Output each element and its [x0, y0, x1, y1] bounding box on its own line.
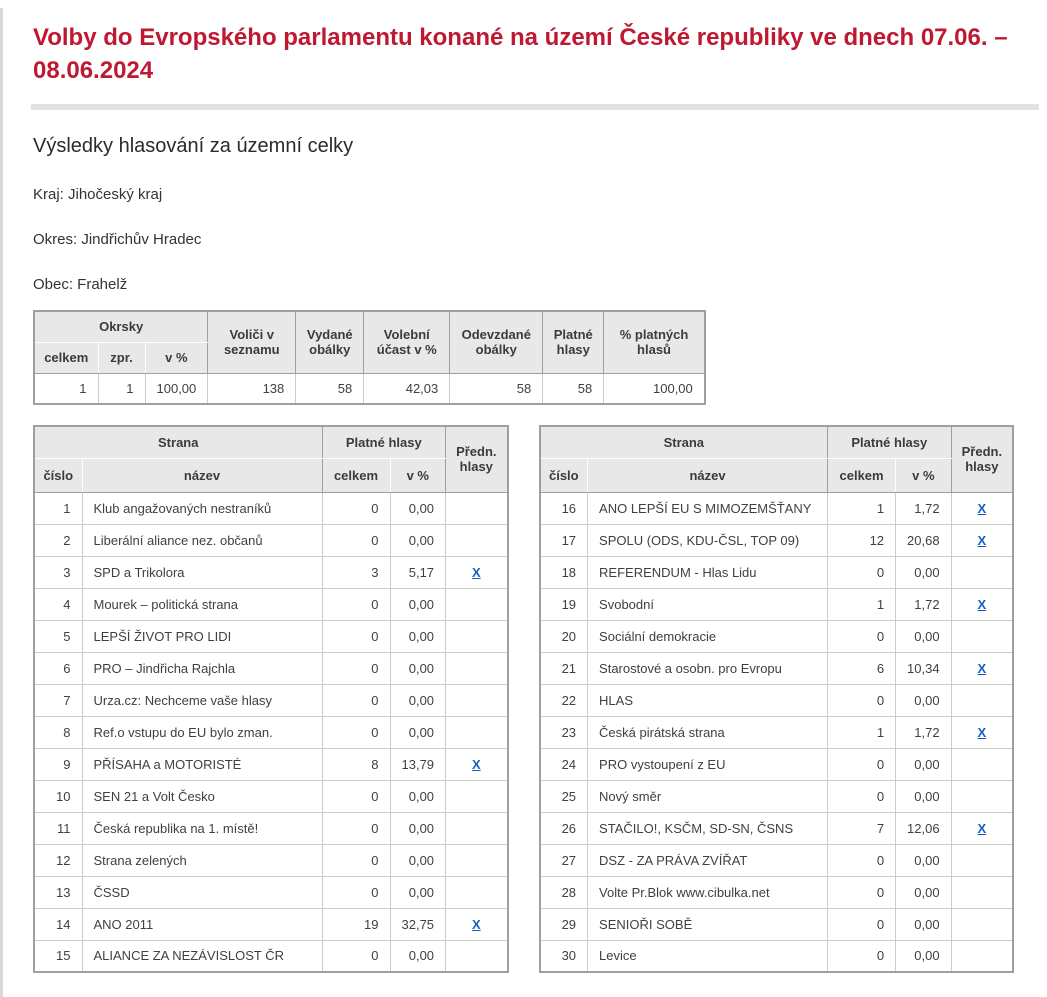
party-header-nazev: název — [82, 458, 322, 492]
party-row — [540, 652, 1014, 684]
summary-header-celkem: celkem — [34, 342, 98, 373]
summary-platne-hlasy: 58 — [543, 373, 604, 404]
votes-pct-cell: 0,00 — [896, 556, 952, 588]
pref-votes-cell — [951, 812, 1013, 844]
pref-votes-link[interactable]: X — [977, 532, 987, 548]
votes-total-cell: 0 — [828, 684, 896, 716]
pref-votes-link[interactable]: X — [471, 564, 481, 580]
party-number-cell: 13 — [34, 876, 82, 908]
party-name-cell: Sociální demokracie — [588, 620, 828, 652]
party-row — [540, 588, 1014, 620]
pref-votes-cell — [951, 844, 1013, 876]
party-number-cell: 28 — [540, 876, 588, 908]
party-name-cell: ČSSD — [82, 876, 322, 908]
summary-vydane-obalky: 58 — [296, 373, 364, 404]
party-name-cell: ANO LEPŠÍ EU S MIMOZEMŠŤANY — [588, 492, 828, 524]
votes-pct-cell: 0,00 — [896, 780, 952, 812]
party-name-cell: PŘÍSAHA a MOTORISTÉ — [82, 748, 322, 780]
party-row — [540, 684, 1014, 716]
pref-votes-cell — [951, 492, 1013, 524]
votes-total-cell: 0 — [828, 876, 896, 908]
party-row — [540, 620, 1014, 652]
party-name-cell: Klub angažovaných nestraníků — [82, 492, 322, 524]
party-number-cell: 8 — [34, 716, 82, 748]
pref-votes-cell — [446, 556, 508, 588]
votes-total-cell: 0 — [828, 940, 896, 972]
party-number-cell: 1 — [34, 492, 82, 524]
votes-pct-cell: 0,00 — [896, 748, 952, 780]
party-number-cell: 20 — [540, 620, 588, 652]
pref-votes-link[interactable]: X — [977, 660, 987, 676]
party-number-cell: 15 — [34, 940, 82, 972]
region-obec: Obec: Frahelž — [33, 276, 128, 293]
summary-header-pct-platnych-hlasu: % platných hlasů — [604, 311, 705, 373]
votes-pct-cell: 32,75 — [390, 908, 446, 940]
votes-pct-cell: 20,68 — [896, 524, 952, 556]
party-name-cell: REFERENDUM - Hlas Lidu — [588, 556, 828, 588]
votes-pct-cell: 0,00 — [390, 524, 446, 556]
party-row — [34, 876, 508, 908]
pref-votes-cell — [951, 780, 1013, 812]
summary-header-zpr: zpr. — [98, 342, 145, 373]
votes-pct-cell: 0,00 — [390, 684, 446, 716]
party-header-predn-hlasy: Předn. hlasy — [446, 426, 508, 492]
votes-pct-cell: 12,06 — [896, 812, 952, 844]
votes-total-cell: 8 — [322, 748, 390, 780]
party-header-v-pct: v % — [390, 458, 446, 492]
party-name-cell: Česká republika na 1. místě! — [82, 812, 322, 844]
page-title: Volby do Evropského parlamentu konané na území České republiky ve dnech 07.06. – 08.06.2024 — [33, 24, 1008, 84]
party-name-cell: Česká pirátská strana — [588, 716, 828, 748]
pref-votes-cell — [951, 652, 1013, 684]
summary-header-volici-v-seznamu: Voliči v seznamu — [208, 311, 296, 373]
pref-votes-cell — [951, 876, 1013, 908]
votes-total-cell: 0 — [828, 780, 896, 812]
votes-pct-cell: 10,34 — [896, 652, 952, 684]
party-row — [540, 748, 1014, 780]
votes-pct-cell: 0,00 — [390, 492, 446, 524]
votes-total-cell: 0 — [322, 684, 390, 716]
pref-votes-cell — [951, 556, 1013, 588]
party-header-celkem: celkem — [322, 458, 390, 492]
party-number-cell: 23 — [540, 716, 588, 748]
pref-votes-cell — [446, 684, 508, 716]
votes-total-cell: 0 — [322, 716, 390, 748]
votes-total-cell: 1 — [828, 588, 896, 620]
party-row — [540, 716, 1014, 748]
pref-votes-cell — [951, 524, 1013, 556]
party-row — [34, 588, 508, 620]
votes-pct-cell: 1,72 — [896, 588, 952, 620]
party-row — [540, 812, 1014, 844]
votes-total-cell: 1 — [828, 492, 896, 524]
party-number-cell: 24 — [540, 748, 588, 780]
party-number-cell: 14 — [34, 908, 82, 940]
party-number-cell: 7 — [34, 684, 82, 716]
party-table-left — [33, 425, 509, 973]
party-name-cell: HLAS — [588, 684, 828, 716]
results-heading: Výsledky hlasování za územní celky — [33, 135, 354, 157]
pref-votes-cell — [951, 588, 1013, 620]
party-header-platne-hlasy: Platné hlasy — [828, 426, 952, 458]
party-table-right — [539, 425, 1015, 973]
party-name-cell: Liberální aliance nez. občanů — [82, 524, 322, 556]
party-name-cell: ALIANCE ZA NEZÁVISLOST ČR — [82, 940, 322, 972]
party-row — [34, 684, 508, 716]
votes-pct-cell: 5,17 — [390, 556, 446, 588]
votes-pct-cell: 0,00 — [896, 844, 952, 876]
votes-pct-cell: 0,00 — [390, 620, 446, 652]
votes-pct-cell: 0,00 — [896, 940, 952, 972]
party-row — [540, 556, 1014, 588]
votes-total-cell: 0 — [828, 748, 896, 780]
pref-votes-cell — [446, 748, 508, 780]
party-header-strana: Strana — [34, 426, 322, 458]
pref-votes-cell — [446, 844, 508, 876]
votes-total-cell: 0 — [322, 876, 390, 908]
summary-okrsky-v-pct: 100,00 — [145, 373, 208, 404]
party-name-cell: Urza.cz: Nechceme vaše hlasy — [82, 684, 322, 716]
pref-votes-cell — [446, 716, 508, 748]
party-name-cell: SENIOŘI SOBĚ — [588, 908, 828, 940]
votes-total-cell: 0 — [322, 492, 390, 524]
party-header-predn-hlasy: Předn. hlasy — [951, 426, 1013, 492]
pref-votes-cell — [951, 748, 1013, 780]
votes-total-cell: 0 — [322, 588, 390, 620]
votes-pct-cell: 0,00 — [390, 716, 446, 748]
party-number-cell: 9 — [34, 748, 82, 780]
votes-total-cell: 3 — [322, 556, 390, 588]
votes-total-cell: 7 — [828, 812, 896, 844]
header-divider — [31, 104, 1039, 110]
pref-votes-cell — [446, 940, 508, 972]
party-row — [34, 812, 508, 844]
party-name-cell: Strana zelených — [82, 844, 322, 876]
page-left-edge — [0, 8, 3, 997]
party-header-cislo: číslo — [540, 458, 588, 492]
party-number-cell: 12 — [34, 844, 82, 876]
party-number-cell: 22 — [540, 684, 588, 716]
summary-header-volebni-ucast: Volební účast v % — [364, 311, 450, 373]
party-row — [34, 556, 508, 588]
summary-okrsky-celkem: 1 — [34, 373, 98, 404]
party-name-cell: STAČILO!, KSČM, SD-SN, ČSNS — [588, 812, 828, 844]
party-number-cell: 10 — [34, 780, 82, 812]
votes-total-cell: 19 — [322, 908, 390, 940]
party-name-cell: DSZ - ZA PRÁVA ZVÍŘAT — [588, 844, 828, 876]
pref-votes-cell — [446, 652, 508, 684]
party-number-cell: 4 — [34, 588, 82, 620]
votes-pct-cell: 1,72 — [896, 492, 952, 524]
summary-table — [33, 310, 706, 405]
party-name-cell: Svobodní — [588, 588, 828, 620]
votes-total-cell: 0 — [322, 524, 390, 556]
summary-volebni-ucast: 42,03 — [364, 373, 450, 404]
votes-pct-cell: 1,72 — [896, 716, 952, 748]
party-row — [540, 844, 1014, 876]
pref-votes-cell — [951, 908, 1013, 940]
party-number-cell: 30 — [540, 940, 588, 972]
pref-votes-cell — [951, 940, 1013, 972]
party-row — [540, 492, 1014, 524]
party-name-cell: SPD a Trikolora — [82, 556, 322, 588]
votes-pct-cell: 0,00 — [390, 812, 446, 844]
party-row — [34, 652, 508, 684]
votes-total-cell: 0 — [322, 940, 390, 972]
summary-odevzdane-obalky: 58 — [450, 373, 543, 404]
votes-total-cell: 0 — [322, 652, 390, 684]
party-number-cell: 17 — [540, 524, 588, 556]
summary-volici-v-seznamu: 138 — [208, 373, 296, 404]
party-name-cell: Volte Pr.Blok www.cibulka.net — [588, 876, 828, 908]
party-name-cell: LEPŠÍ ŽIVOT PRO LIDI — [82, 620, 322, 652]
party-header-v-pct: v % — [896, 458, 952, 492]
votes-pct-cell: 0,00 — [390, 780, 446, 812]
party-row — [540, 780, 1014, 812]
party-number-cell: 29 — [540, 908, 588, 940]
summary-header-okrsky: Okrsky — [34, 311, 208, 342]
pref-votes-link[interactable]: X — [977, 500, 987, 516]
party-row — [34, 780, 508, 812]
summary-header-vydane-obalky: Vydané obálky — [296, 311, 364, 373]
votes-total-cell: 0 — [828, 620, 896, 652]
party-number-cell: 5 — [34, 620, 82, 652]
pref-votes-cell — [951, 620, 1013, 652]
summary-okrsky-zpr: 1 — [98, 373, 145, 404]
party-number-cell: 25 — [540, 780, 588, 812]
pref-votes-cell — [446, 620, 508, 652]
votes-total-cell: 12 — [828, 524, 896, 556]
party-number-cell: 18 — [540, 556, 588, 588]
pref-votes-link[interactable]: X — [977, 724, 987, 740]
votes-pct-cell: 0,00 — [896, 908, 952, 940]
votes-pct-cell: 0,00 — [896, 876, 952, 908]
party-number-cell: 6 — [34, 652, 82, 684]
party-name-cell: Levice — [588, 940, 828, 972]
votes-total-cell: 0 — [828, 908, 896, 940]
votes-total-cell: 0 — [828, 556, 896, 588]
party-name-cell: Mourek – politická strana — [82, 588, 322, 620]
votes-total-cell: 0 — [828, 844, 896, 876]
party-header-celkem: celkem — [828, 458, 896, 492]
summary-pct-platnych-hlasu: 100,00 — [604, 373, 705, 404]
party-row — [540, 940, 1014, 972]
party-row — [34, 524, 508, 556]
votes-total-cell: 1 — [828, 716, 896, 748]
party-number-cell: 3 — [34, 556, 82, 588]
pref-votes-cell — [951, 684, 1013, 716]
party-number-cell: 2 — [34, 524, 82, 556]
pref-votes-cell — [446, 812, 508, 844]
party-number-cell: 19 — [540, 588, 588, 620]
party-row — [34, 844, 508, 876]
votes-total-cell: 0 — [322, 620, 390, 652]
votes-pct-cell: 0,00 — [390, 652, 446, 684]
votes-pct-cell: 0,00 — [390, 588, 446, 620]
pref-votes-cell — [446, 780, 508, 812]
party-row — [34, 620, 508, 652]
pref-votes-cell — [951, 716, 1013, 748]
pref-votes-cell — [446, 492, 508, 524]
votes-pct-cell: 0,00 — [390, 876, 446, 908]
party-number-cell: 27 — [540, 844, 588, 876]
pref-votes-link[interactable]: X — [977, 596, 987, 612]
party-header-nazev: název — [588, 458, 828, 492]
party-number-cell: 26 — [540, 812, 588, 844]
pref-votes-link[interactable]: X — [471, 756, 481, 772]
party-row — [34, 492, 508, 524]
party-name-cell: ANO 2011 — [82, 908, 322, 940]
party-name-cell: PRO – Jindřicha Rajchla — [82, 652, 322, 684]
party-header-cislo: číslo — [34, 458, 82, 492]
party-tables-row — [33, 425, 1035, 973]
party-header-strana: Strana — [540, 426, 828, 458]
votes-total-cell: 6 — [828, 652, 896, 684]
party-name-cell: Ref.o vstupu do EU bylo zman. — [82, 716, 322, 748]
votes-total-cell: 0 — [322, 780, 390, 812]
summary-header-odevzdane-obalky: Odevzdané obálky — [450, 311, 543, 373]
pref-votes-cell — [446, 908, 508, 940]
party-row — [34, 748, 508, 780]
party-row — [34, 716, 508, 748]
party-name-cell: Nový směr — [588, 780, 828, 812]
party-number-cell: 11 — [34, 812, 82, 844]
summary-header-platne-hlasy: Platné hlasy — [543, 311, 604, 373]
votes-pct-cell: 13,79 — [390, 748, 446, 780]
pref-votes-link[interactable]: X — [471, 916, 481, 932]
summary-header-v-pct: v % — [145, 342, 208, 373]
party-name-cell: SPOLU (ODS, KDU-ČSL, TOP 09) — [588, 524, 828, 556]
party-name-cell: PRO vystoupení z EU — [588, 748, 828, 780]
pref-votes-link[interactable]: X — [977, 820, 987, 836]
party-header-platne-hlasy: Platné hlasy — [322, 426, 446, 458]
party-row — [540, 908, 1014, 940]
party-row — [34, 940, 508, 972]
pref-votes-cell — [446, 876, 508, 908]
region-okres: Okres: Jindřichův Hradec — [33, 231, 202, 248]
party-name-cell: SEN 21 a Volt Česko — [82, 780, 322, 812]
votes-total-cell: 0 — [322, 812, 390, 844]
party-name-cell: Starostové a osobn. pro Evropu — [588, 652, 828, 684]
votes-pct-cell: 0,00 — [896, 620, 952, 652]
pref-votes-cell — [446, 588, 508, 620]
votes-pct-cell: 0,00 — [390, 844, 446, 876]
votes-pct-cell: 0,00 — [896, 684, 952, 716]
party-number-cell: 16 — [540, 492, 588, 524]
party-row — [34, 908, 508, 940]
party-row — [540, 876, 1014, 908]
summary-row — [34, 373, 705, 404]
party-number-cell: 21 — [540, 652, 588, 684]
pref-votes-cell — [446, 524, 508, 556]
party-row — [540, 524, 1014, 556]
votes-pct-cell: 0,00 — [390, 940, 446, 972]
region-kraj: Kraj: Jihočeský kraj — [33, 186, 163, 203]
votes-total-cell: 0 — [322, 844, 390, 876]
